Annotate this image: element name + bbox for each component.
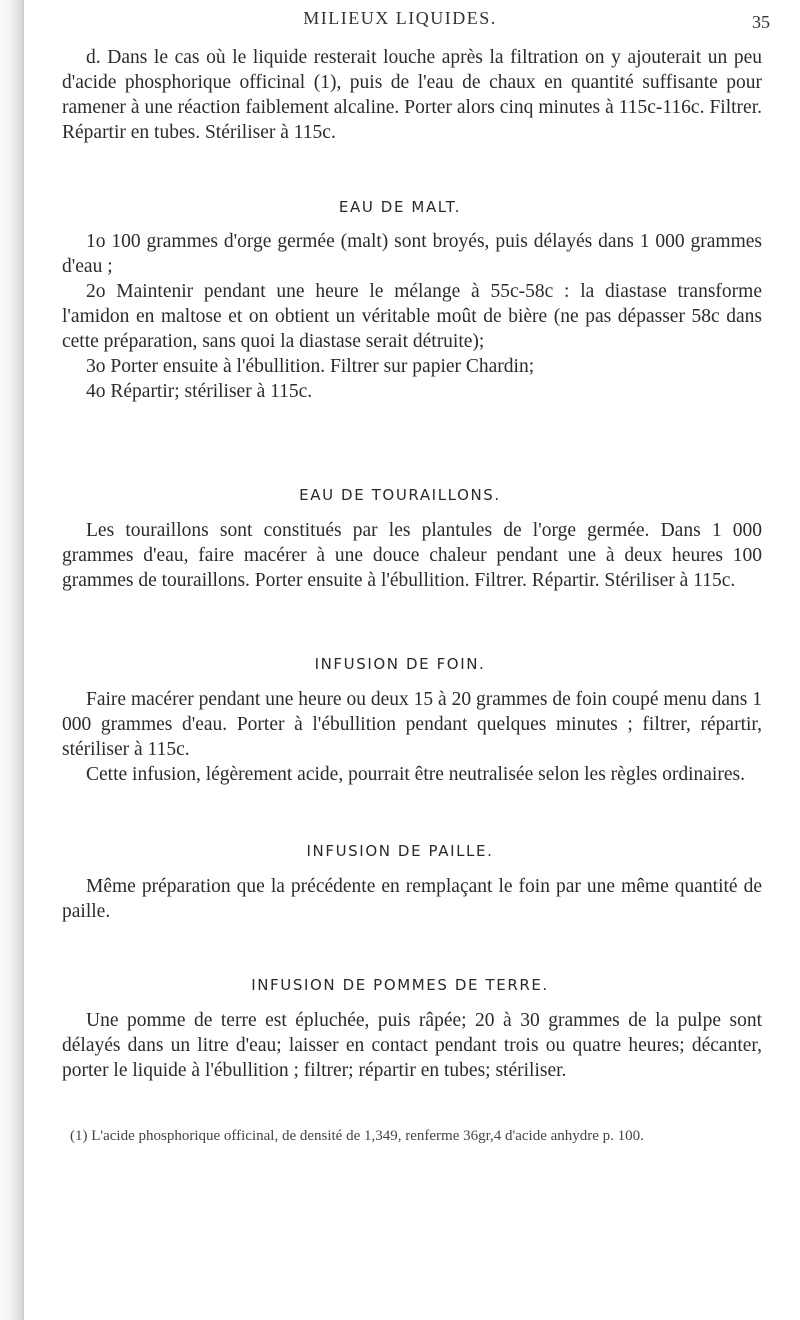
pommes-block bbox=[62, 1008, 762, 1083]
paille-paragraph: Même préparation que la précédente en remplaçant le foin par une même quantité de paille. bbox=[62, 876, 762, 922]
paille-block bbox=[62, 874, 762, 924]
intro-paragraph: d. Dans le cas où le liquide resterait louche après la filtration on y ajouterait un peu d'acide phosphorique officinal (1), puis de l'eau de chaux en quantité suffisante pour ramener à une réaction faiblement alcaline. Porter alors cinq minutes à 115c-116c. Filtrer. Répartir en tubes. Stériliser à 115c. bbox=[62, 47, 762, 143]
touraillons-block bbox=[62, 518, 762, 593]
malt-step-3: 3o Porter ensuite à l'ébullition. Filtrer sur papier Chardin; bbox=[86, 356, 535, 377]
touraillons-paragraph: Les touraillons sont constitués par les plantules de l'orge germée. Dans 1 000 grammes d'eau, faire macérer à une douce chaleur pendant une à deux heures 100 grammes de touraillons. Porter ensuite à l'ébullition. Filtrer. Répartir. Stériliser à 115c. bbox=[62, 520, 762, 591]
intro-block bbox=[62, 45, 762, 145]
heading-eau-de-malt: EAU DE MALT. bbox=[338, 198, 462, 216]
foin-block bbox=[62, 687, 762, 787]
foin-paragraph-1: Faire macérer pendant une heure ou deux 15 à 20 grammes de foin coupé menu dans 1 000 grammes d'eau. Porter à l'ébullition pendant quelques minutes ; filtrer, répartir, stériliser à 115c. bbox=[62, 689, 762, 760]
heading-eau-de-touraillons: EAU DE TOURAILLONS. bbox=[299, 486, 501, 504]
malt-block bbox=[62, 229, 762, 404]
running-title: MILIEUX LIQUIDES. bbox=[303, 8, 497, 28]
foin-paragraph-2: Cette infusion, légèrement acide, pourrait être neutralisée selon les règles ordinaires. bbox=[86, 764, 745, 785]
footnote: (1) L'acide phosphorique officinal, de densité de 1,349, renferme 36gr,4 d'acide anhydre p. 100. bbox=[70, 1128, 644, 1144]
malt-step-2: 2o Maintenir pendant une heure le mélange à 55c-58c : la diastase transforme l'amidon en maltose et on obtient un véritable moût de bière (ne pas dépasser 58c dans cette préparation, sans quoi la diastase serait détruite); bbox=[62, 281, 762, 352]
heading-infusion-de-foin: INFUSION DE FOIN. bbox=[314, 655, 486, 673]
heading-infusion-de-pommes-de-terre: INFUSION DE POMMES DE TERRE. bbox=[251, 976, 549, 994]
malt-step-1: 1o 100 grammes d'orge germée (malt) sont broyés, puis délayés dans 1 000 grammes d'eau ; bbox=[62, 231, 762, 277]
pommes-paragraph: Une pomme de terre est épluchée, puis râpée; 20 à 30 grammes de la pulpe sont délayés dans un litre d'eau; laisser en contact pendant trois ou quatre heures; décanter, porter le liquide à l'ébullition ; filtrer; répartir en tubes; stériliser. bbox=[62, 1010, 762, 1081]
heading-infusion-de-paille: INFUSION DE PAILLE. bbox=[306, 842, 494, 860]
malt-step-4: 4o Répartir; stériliser à 115c. bbox=[86, 381, 313, 402]
page-number: 35 bbox=[752, 12, 770, 32]
